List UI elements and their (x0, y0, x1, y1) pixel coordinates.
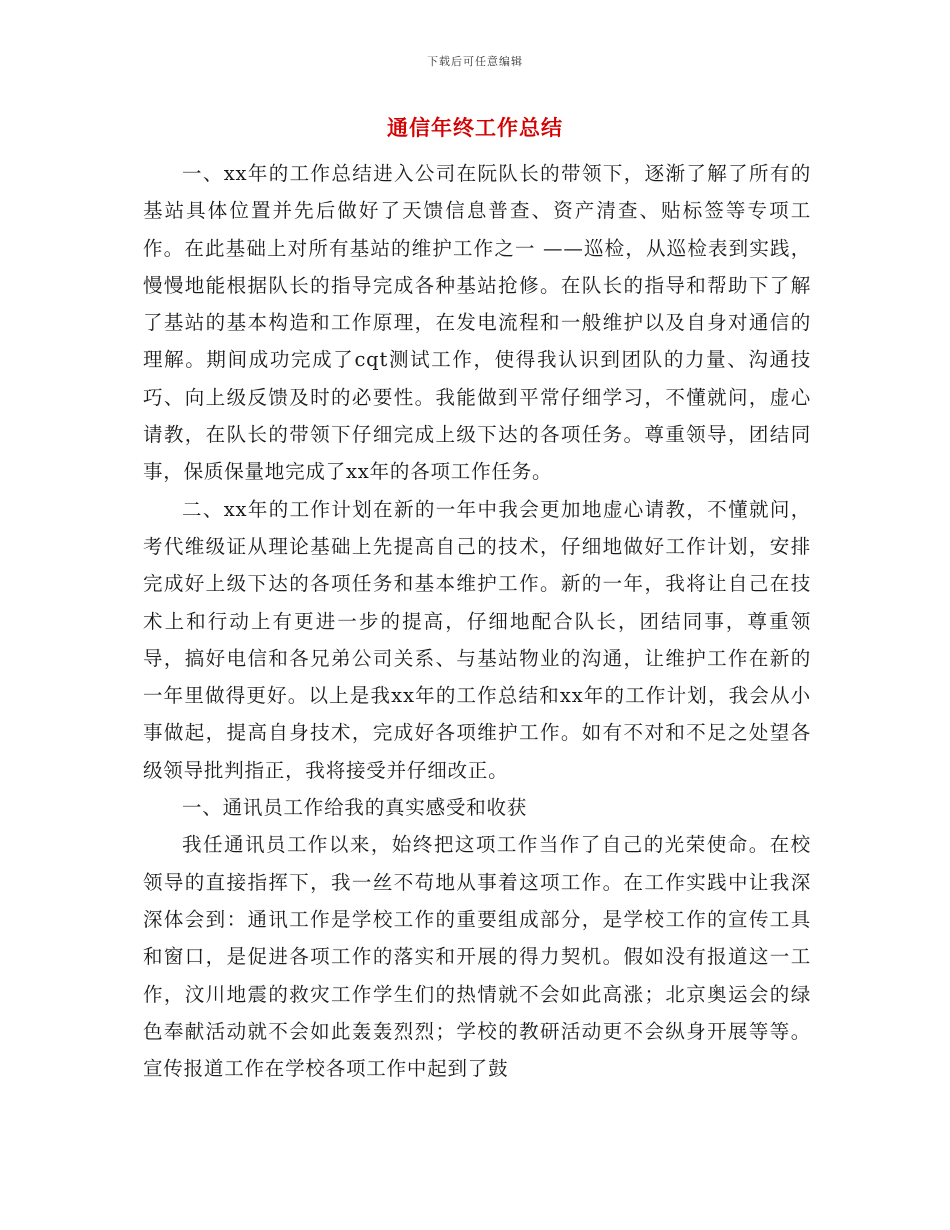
section-heading-correspondent: 一、通讯员工作给我的真实感受和收获 (182, 796, 528, 820)
header-note: 下载后可任意编辑 (427, 55, 523, 68)
paragraph-work-plan: 二、xx年的工作计划在新的一年中我会更加地虚心请教，不懂就问，考代维级证从理论基础上先提高自己的技术，仔细地做好工作计划，安排完成好上级下达的各项任务和基本维护工作。新的一年，我将让自己在技术上和行动上有更进一步的提高，仔细地配合队长，团结同事，尊重领导，搞好电信和各兄弟公司关系、与基站物业的沟通，让维护工作在新的一年里做得更好。以上是我xx年的工作总结和xx年的工作计划，我会从小事做起，提高自身技术，完成好各项维护工作。如有不对和不足之处望各级领导批判指正，我将接受并仔细改正。 (143, 497, 811, 782)
document-title: 通信年终工作总结 (387, 115, 563, 140)
paragraph-work-summary: 一、xx年的工作总结进入公司在阮队长的带领下，逐渐了解了所有的基站具体位置并先后做好了天馈信息普查、资产清查、贴标签等专项工作。在此基础上对所有基站的维护工作之一 ——巡检，从巡检表到实践，慢慢地能根据队长的指导完成各种基站抢修。在队长的指导和帮助下了解了基站的基本构造和工作原理，在发电流程和一般维护以及自身对通信的理解。期间成功完成了cqt测试工作，使得我认识到团队的力量、沟通技巧、向上级反馈及时的必要性。我能做到平常仔细学习，不懂就问，虚心请教，在队长的带领下仔细完成上级下达的各项任务。尊重领导，团结同事，保质保量地完成了xx年的各项工作任务。 (143, 162, 811, 484)
paragraph-correspondent-experience: 我任通讯员工作以来，始终把这项工作当作了自己的光荣使命。在校领导的直接指挥下，我一丝不苟地从事着这项工作。在工作实践中让我深深体会到：通讯工作是学校工作的重要组成部分，是学校工作的宣传工具和窗口，是促进各项工作的落实和开展的得力契机。假如没有报道这一工作，汶川地震的救灾工作学生们的热情就不会如此高涨；北京奥运会的绿色奉献活动就不会如此轰轰烈烈；学校的教研活动更不会纵身开展等等。宣传报道工作在学校各项工作中起到了鼓 (143, 833, 811, 1081)
document-body (143, 155, 811, 1087)
